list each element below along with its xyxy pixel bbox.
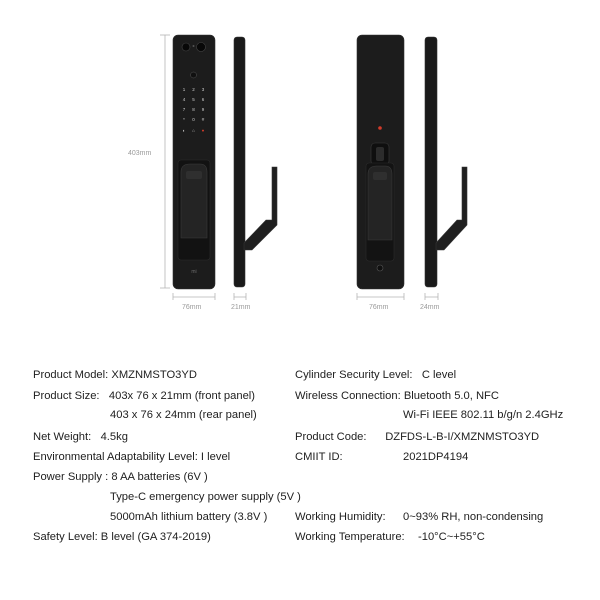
svg-text:◐: ◐	[182, 128, 186, 133]
front-panel	[173, 35, 215, 289]
spec-value: DZFDS-L-B-I/XMZNMSTO3YD	[385, 431, 540, 443]
spec-value: B level (GA 374-2019)	[100, 531, 211, 543]
spec-value: I level	[200, 451, 231, 463]
height-dimension-line	[160, 35, 170, 288]
svg-text:1: 1	[182, 87, 186, 92]
front-width-dimension: 76mm	[182, 304, 202, 311]
spec-cmiit	[295, 451, 343, 463]
spec-product-model	[33, 369, 197, 381]
front-side-handle	[244, 167, 277, 250]
rear-side-view	[425, 37, 467, 287]
spec-value: Bluetooth 5.0, NFC	[403, 390, 499, 402]
spec-label: Working Temperature:	[295, 531, 405, 543]
svg-text:#: #	[201, 117, 205, 122]
camera-right-icon	[197, 43, 206, 52]
svg-text:2: 2	[192, 87, 195, 92]
front-depth-dimension: 21mm	[231, 304, 251, 311]
height-dimension: 403mm	[128, 150, 152, 157]
spec-label: Safety Level:	[33, 531, 98, 543]
spec-wireless	[295, 390, 499, 402]
spec-env-adapt	[33, 451, 230, 463]
spec-humidity-value: 0~93% RH, non-condensing	[403, 511, 544, 523]
svg-text:●: ●	[201, 128, 205, 133]
spec-value: 8 AA batteries (6V )	[111, 471, 208, 483]
spec-product-size	[33, 390, 255, 402]
svg-text:6: 6	[201, 97, 205, 102]
spec-net-weight	[33, 431, 128, 443]
spec-product-size-rear: 403 x 76 x 24mm (rear panel)	[110, 409, 257, 421]
svg-text:8: 8	[192, 107, 195, 112]
spec-label: Product Code:	[295, 431, 367, 443]
spec-value: 4.5kg	[100, 431, 128, 443]
spec-safety	[33, 531, 211, 543]
width-dimension-lines	[173, 293, 438, 300]
front-side-view	[234, 37, 277, 287]
svg-text:5: 5	[192, 97, 195, 102]
spec-power-typec: Type-C emergency power supply (5V )	[110, 491, 301, 503]
rear-button-icon	[377, 265, 383, 271]
rear-depth-dimension: 24mm	[420, 304, 440, 311]
spec-label: Working Humidity:	[295, 511, 386, 523]
spec-power-lithium: 5000mAh lithium battery (3.8V )	[110, 511, 268, 523]
spec-humidity	[295, 511, 386, 523]
camera-left-icon	[182, 43, 190, 51]
sensor-icon	[191, 72, 197, 78]
spec-value: C level	[421, 369, 457, 381]
svg-text:9: 9	[201, 107, 205, 112]
spec-wifi: Wi-Fi IEEE 802.11 b/g/n 2.4GHz	[403, 409, 564, 421]
spec-label: Environmental Adaptability Level:	[33, 451, 198, 463]
rear-width-dimension: 76mm	[369, 304, 389, 311]
spec-cmiit-value: 2021DP4194	[403, 451, 469, 463]
spec-temperature	[295, 531, 405, 543]
rear-panel	[357, 35, 404, 289]
spec-label: Cylinder Security Level:	[295, 369, 413, 381]
svg-text:0: 0	[192, 117, 195, 122]
rear-indicator-light	[378, 126, 382, 130]
spec-value: 403x 76 x 21mm (front panel)	[108, 390, 256, 402]
spec-label: Product Size:	[33, 390, 100, 402]
svg-text:7: 7	[182, 107, 186, 112]
svg-text:3: 3	[201, 87, 205, 92]
svg-text:*: *	[183, 117, 185, 122]
spec-product-code	[295, 431, 539, 443]
spec-label: Power Supply :	[33, 471, 109, 483]
svg-text:⌂: ⌂	[192, 128, 195, 133]
spec-label: Wireless Connection:	[295, 390, 401, 402]
spec-power	[33, 471, 208, 483]
spec-label: Product Model:	[33, 369, 109, 381]
spec-value: XMZNMSTO3YD	[111, 369, 197, 381]
spec-cylinder	[295, 369, 456, 381]
front-logo: mi	[191, 269, 197, 275]
svg-text:4: 4	[182, 97, 186, 102]
rear-side-handle	[436, 167, 467, 250]
spec-label: CMIIT ID:	[295, 451, 343, 463]
spec-label: Net Weight:	[33, 431, 92, 443]
spec-temperature-value: -10°C~+55°C	[418, 531, 485, 543]
